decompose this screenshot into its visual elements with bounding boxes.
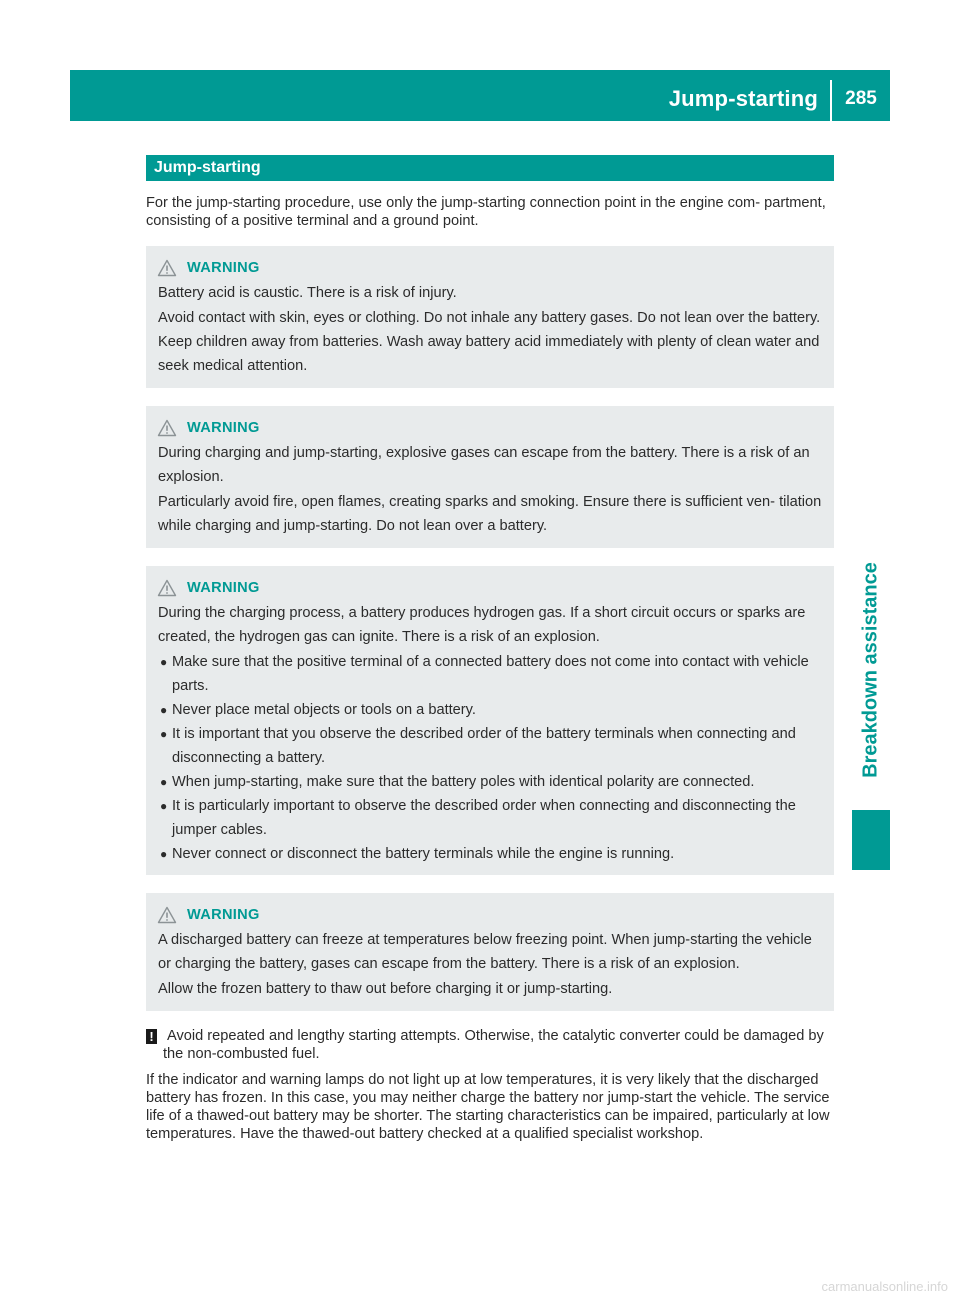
list-item [158,650,826,698]
warning-label: WARNING [187,260,260,276]
warning-heading [158,258,826,278]
warning-paragraph: Battery acid is caustic. There is a risk of injury. [158,285,457,301]
warning-label: WARNING [187,907,260,923]
warning-triangle-icon [157,579,177,597]
warning-label: WARNING [187,420,260,436]
warning-box [146,893,834,1011]
list-item [158,794,826,842]
notice-paragraph [146,1027,834,1063]
side-tab-label: Breakdown assistance [859,562,882,778]
warning-paragraph: During charging and jump-starting, explosive gases can escape from the battery. There is a risk of an explosion. [158,445,810,485]
warning-bullet-list [158,650,826,866]
warning-paragraph: During the charging process, a battery produces hydrogen gas. If a short circuit occurs or sparks are created, the hydrogen gas can ignite. There is a risk of an explosion. [158,605,806,645]
list-item [158,842,826,866]
list-item [158,698,826,722]
warning-box [146,566,834,875]
list-item [158,770,826,794]
list-item-text: It is particularly important to observe the described order when connecting and disconnecting the jumper cables. [172,798,796,838]
warning-paragraph: Allow the frozen battery to thaw out before charging it or jump-starting. [158,981,613,997]
list-item [158,722,826,770]
warning-paragraph: Avoid contact with skin, eyes or clothing. Do not inhale any battery gases. Do not lean over the battery. Keep children away from batteries. Wash away battery acid immediately with plenty of clean water and seek medical attention. [158,310,821,374]
warning-triangle-icon [157,419,177,437]
warning-heading [158,578,826,598]
warning-heading [158,418,826,438]
closing-paragraph: If the indicator and warning lamps do not light up at low temperatures, it is very likely that the discharged battery has frozen. In this case, you may neither charge the battery nor jump-start the vehicle. The service life of a thawed-out battery may be shorter. The starting characteristics can be impaired, particularly at low temperatures. Have the thawed-out battery checked at a qualified specialist workshop. [146,1072,830,1142]
bullet-icon: ● [160,775,168,789]
exclamation-icon: ! [146,1029,157,1044]
list-item-text: Never connect or disconnect the battery terminals while the engine is running. [172,846,675,862]
list-item-text: Make sure that the positive terminal of a connected battery does not come into contact with vehicle parts. [172,654,809,694]
notice-text: Avoid repeated and lengthy starting attempts. Otherwise, the catalytic converter could be damaged by the non-combusted fuel. [163,1028,824,1062]
bullet-icon: ● [160,727,168,741]
bullet-icon: ● [160,703,168,717]
list-item-text: When jump-starting, make sure that the battery poles with identical polarity are connected. [172,774,755,790]
warning-paragraph: Particularly avoid fire, open flames, creating sparks and smoking. Ensure there is sufficient ven- tilation while charging and jump-starting. Do not lean over a battery. [158,494,822,534]
warning-box [146,406,834,548]
bullet-icon: ● [160,655,168,669]
warning-triangle-icon [157,906,177,924]
page-header-bar [70,70,890,121]
warning-heading [158,905,826,925]
warning-triangle-icon [157,259,177,277]
header-title: Jump-starting [668,86,818,111]
side-tab [852,540,890,800]
warning-label: WARNING [187,580,260,596]
footer-watermark: carmanualsonline.info [821,1279,948,1294]
list-item-text: Never place metal objects or tools on a battery. [172,702,476,718]
bullet-icon: ● [160,847,168,861]
warning-box [146,246,834,388]
list-item-text: It is important that you observe the described order of the battery terminals when connecting and disconnecting a battery. [172,726,796,766]
page-content [146,155,834,1143]
intro-paragraph: For the jump-starting procedure, use only the jump-starting connection point in the engine com- partment, consisting of a positive terminal and a ground point. [146,195,826,229]
warning-paragraph: A discharged battery can freeze at temperatures below freezing point. When jump-starting the vehicle or charging the battery, gases can escape from the battery. There is a risk of an explosion. [158,932,812,972]
page-number: 285 [845,88,877,109]
bullet-icon: ● [160,799,168,813]
section-title: Jump-starting [146,155,834,181]
side-tab-marker [852,810,890,870]
